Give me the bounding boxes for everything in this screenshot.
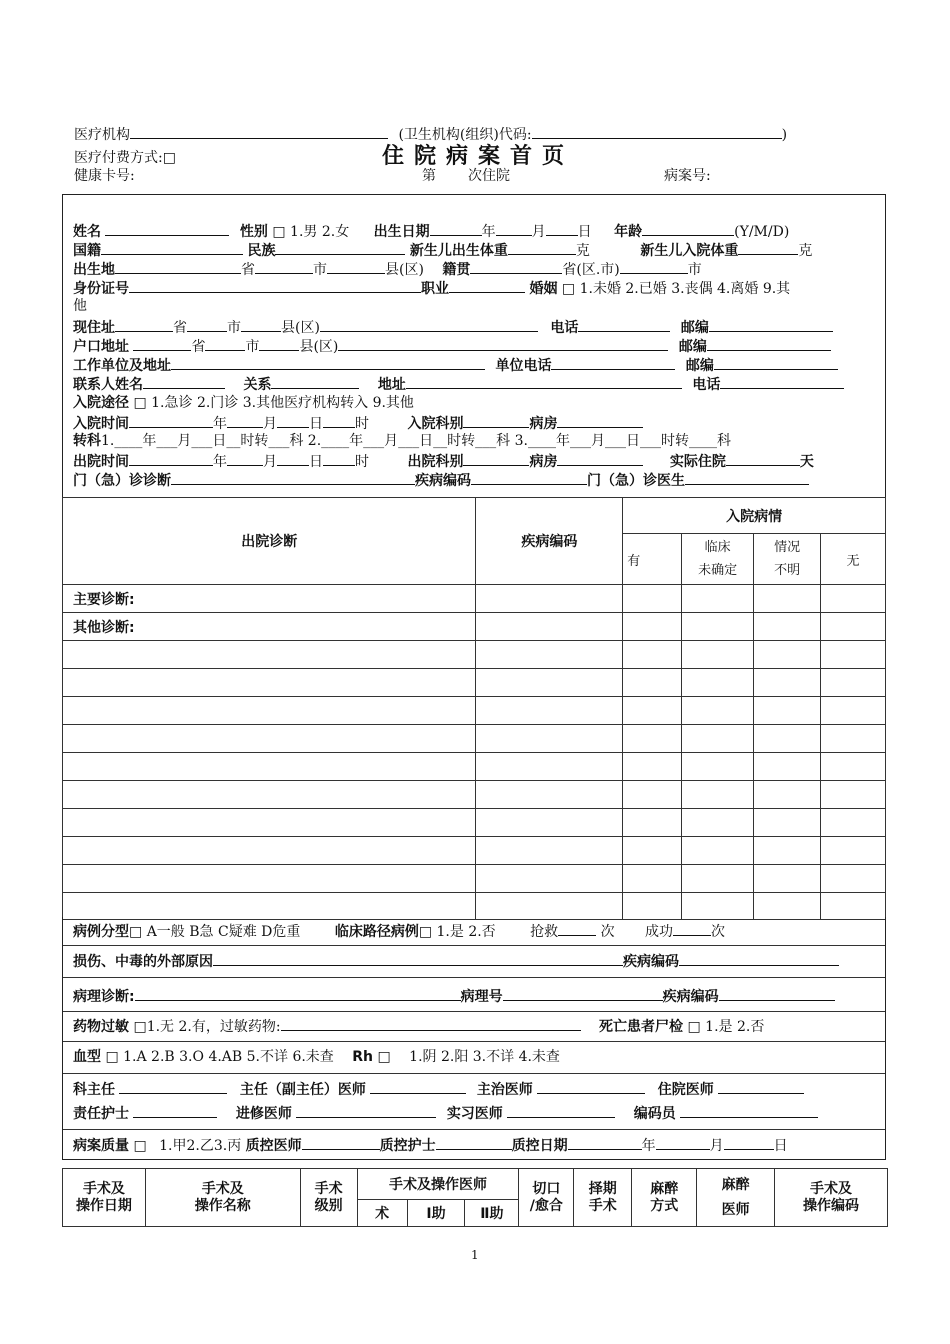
row-current-addr xyxy=(73,317,833,338)
qc-doctor-label: 质控医师 xyxy=(245,1138,302,1154)
dis-time-label: 出院时间 xyxy=(73,454,129,470)
divider xyxy=(63,1011,885,1012)
row-nationality xyxy=(73,240,812,261)
resident-label: 住院医师 xyxy=(657,1082,714,1098)
dis-dept-field[interactable] xyxy=(463,451,529,466)
health-card-label: 健康卡号: xyxy=(74,168,135,184)
col-op-level xyxy=(300,1169,357,1227)
adm-route-options: 1.急诊 2.门诊 3.其他医疗机构转入 9.其他 xyxy=(151,395,414,411)
table-row xyxy=(63,613,886,641)
pathology-no-field[interactable] xyxy=(503,986,663,1001)
cond-yes: 有 xyxy=(623,534,682,585)
col-op-name-line1: 手术及 xyxy=(201,1180,244,1197)
birth-city-field[interactable] xyxy=(255,259,313,274)
col-admission-condition: 入院病情 xyxy=(623,498,886,534)
allergy-label: 药物过敏 xyxy=(73,1019,129,1035)
rh-options: 1.阴 2.阳 3.不详 4.未查 xyxy=(409,1049,560,1065)
col-assist2: Ⅱ助 xyxy=(465,1200,519,1227)
dis-month-field[interactable] xyxy=(227,451,263,466)
nationality-label: 国籍 xyxy=(73,243,101,259)
age-unit: (Y/M/D) xyxy=(734,224,790,240)
row-op-diag xyxy=(73,470,809,491)
adm-year-field[interactable] xyxy=(129,413,213,428)
transfer-label: 转科 xyxy=(73,433,101,449)
city-unit: 市 xyxy=(313,262,327,278)
current-addr-field[interactable] xyxy=(320,317,538,332)
newborn-birth-weight-label: 新生儿出生体重 xyxy=(409,243,508,259)
table-row[interactable] xyxy=(63,697,886,725)
rh-checkbox[interactable]: □ xyxy=(377,1049,391,1065)
attending-label: 主治医师 xyxy=(476,1082,533,1098)
relation-field[interactable] xyxy=(271,374,359,389)
qc-year-field[interactable] xyxy=(568,1135,642,1150)
age-label: 年龄 xyxy=(614,224,643,240)
id-no-field[interactable] xyxy=(129,278,421,293)
row-contact xyxy=(73,374,844,395)
row-case-type xyxy=(73,921,725,942)
admission-count-suffix: 次住院 xyxy=(468,168,510,184)
dob-year-unit: 年 xyxy=(481,224,496,240)
qc-day-field[interactable] xyxy=(724,1135,774,1150)
cond-uncertain xyxy=(682,534,754,585)
row-doctors-1 xyxy=(73,1079,804,1100)
divider xyxy=(63,945,885,946)
pathology-code-field[interactable] xyxy=(719,986,835,1001)
qc-nurse-field[interactable] xyxy=(436,1135,512,1150)
current-province-field[interactable] xyxy=(115,317,173,332)
divider xyxy=(63,1073,885,1074)
nurse-field[interactable] xyxy=(133,1103,217,1118)
days-unit: 天 xyxy=(799,454,814,470)
injury-field[interactable] xyxy=(213,951,623,966)
dis-ward-field[interactable] xyxy=(557,451,643,466)
adm-route-label: 入院途径 xyxy=(73,395,129,411)
nationality-field[interactable] xyxy=(101,240,243,255)
op-diag-label: 门（急）诊诊断 xyxy=(73,473,171,489)
dob-month-field[interactable] xyxy=(496,221,532,236)
blood-label: 血型 xyxy=(73,1049,101,1065)
autopsy-options: 1.是 2.否 xyxy=(705,1019,765,1035)
col-op-code-line2: 操作编码 xyxy=(803,1197,860,1214)
col-anes-method-line1: 麻醉 xyxy=(650,1180,679,1197)
relation-label: 关系 xyxy=(243,377,272,393)
diagnosis-table xyxy=(62,497,886,920)
adm-time-label: 入院时间 xyxy=(73,416,129,432)
ethnicity-label: 民族 xyxy=(247,243,276,259)
pathology-no-label: 病理号 xyxy=(460,989,503,1005)
sex-checkbox[interactable]: □ xyxy=(272,224,286,240)
case-type-checkbox[interactable]: □ xyxy=(129,924,143,940)
row-pathology xyxy=(73,986,835,1007)
row-adm-route xyxy=(73,394,414,413)
col-surgeon: 术 xyxy=(357,1200,407,1227)
intern-label: 实习医师 xyxy=(446,1106,503,1122)
visiting-label: 进修医师 xyxy=(235,1106,292,1122)
county-unit: 县(区) xyxy=(385,262,424,278)
row-dis-time xyxy=(73,451,814,472)
sex-label: 性别 xyxy=(239,224,268,240)
op-diag-field[interactable] xyxy=(171,470,415,485)
hukou-postcode-field[interactable] xyxy=(707,336,831,351)
admission-count-prefix: 第 xyxy=(422,168,436,184)
row-id xyxy=(73,278,790,299)
page-title: 住院病案首页 xyxy=(382,143,575,169)
current-postcode-field[interactable] xyxy=(709,317,833,332)
hukou-city-unit: 市 xyxy=(245,339,260,355)
pathology-code-label: 疾病编码 xyxy=(662,989,719,1005)
province-unit: 省 xyxy=(241,262,255,278)
table-row[interactable] xyxy=(63,837,886,865)
col-anes-method xyxy=(632,1169,697,1227)
col-anes-method-line2: 方式 xyxy=(650,1197,679,1214)
birth-county-field[interactable] xyxy=(327,259,385,274)
dob-day-unit: 日 xyxy=(577,224,592,240)
hukou-province-unit: 省 xyxy=(191,339,206,355)
col-elective-line2: 手术 xyxy=(588,1197,617,1214)
col-anes-doctor xyxy=(697,1169,775,1227)
dob-year-field[interactable] xyxy=(430,221,482,236)
col-elective-line1: 择期 xyxy=(588,1180,617,1197)
row-hukou-addr xyxy=(73,336,831,357)
divider xyxy=(63,977,885,978)
work-postcode-label: 邮编 xyxy=(685,358,714,374)
row-birthplace xyxy=(73,259,702,280)
col-anes-doc-line2: 医师 xyxy=(721,1201,750,1218)
occupation-label: 职业 xyxy=(421,281,449,297)
allergy-options: 1.无 2.有，过敏药物: xyxy=(146,1019,281,1035)
work-postcode-field[interactable] xyxy=(714,355,838,370)
marriage-checkbox[interactable]: □ xyxy=(561,281,576,297)
qc-nurse-label: 质控护士 xyxy=(379,1138,436,1154)
quality-options: 1.甲2.乙3.丙 xyxy=(159,1138,242,1154)
nurse-label: 责任护士 xyxy=(73,1106,129,1122)
actual-stay-field[interactable] xyxy=(726,451,800,466)
table-row[interactable] xyxy=(63,669,886,697)
org-code-label: (卫生机构(组织)代码: xyxy=(398,127,532,143)
work-phone-label: 单位电话 xyxy=(495,358,552,374)
allergy-drug-field[interactable] xyxy=(281,1016,581,1031)
col-op-date xyxy=(63,1169,146,1227)
gram-unit-1: 克 xyxy=(575,243,590,259)
current-county-field[interactable] xyxy=(241,317,281,332)
hukou-county-field[interactable] xyxy=(259,336,299,351)
native-province-field[interactable] xyxy=(470,259,562,274)
table-row[interactable] xyxy=(63,781,886,809)
row-adm-time xyxy=(73,413,643,434)
col-op-name-line2: 操作名称 xyxy=(194,1197,251,1214)
adm-ward-field[interactable] xyxy=(557,413,643,428)
contact-name-label: 联系人姓名 xyxy=(73,377,143,393)
marriage-label: 婚姻 xyxy=(529,281,558,297)
qc-doctor-field[interactable] xyxy=(302,1135,380,1150)
province-city-unit: 省(区.市) xyxy=(562,262,620,278)
op-doctor-label: 门（急）诊医生 xyxy=(587,473,685,489)
basic-info-section xyxy=(62,194,886,498)
adm-route-checkbox[interactable]: □ xyxy=(133,395,147,411)
intern-field[interactable] xyxy=(507,1103,615,1118)
qc-year-unit: 年 xyxy=(641,1138,656,1154)
org-code-close: ) xyxy=(781,127,788,143)
cond-uncertain-line2: 未确定 xyxy=(698,563,738,578)
main-diagnosis-label: 主要诊断: xyxy=(63,585,476,613)
allergy-checkbox[interactable]: □ xyxy=(133,1019,147,1035)
row-name xyxy=(73,221,789,242)
native-city-field[interactable] xyxy=(620,259,688,274)
current-phone-field[interactable] xyxy=(578,317,670,332)
hukou-county-unit: 县(区) xyxy=(299,339,339,355)
sex-options: 1.男 2.女 xyxy=(290,224,350,240)
blood-options: 1.A 2.B 3.O 4.AB 5.不详 6.未查 xyxy=(123,1049,334,1065)
dis-dept-label: 出院科别 xyxy=(407,454,464,470)
current-county-unit: 县(区) xyxy=(281,320,320,336)
case-type-label: 病例分型 xyxy=(73,924,129,940)
native-place-label: 籍贯 xyxy=(442,262,471,278)
dob-label: 出生日期 xyxy=(373,224,430,240)
hukou-addr-label: 户口地址 xyxy=(73,339,129,355)
row-quality xyxy=(73,1135,788,1156)
age-field[interactable] xyxy=(642,221,734,236)
dob-day-field[interactable] xyxy=(546,221,578,236)
coder-field[interactable] xyxy=(680,1103,818,1118)
occupation-field[interactable] xyxy=(449,278,525,293)
col-assist1: Ⅰ助 xyxy=(407,1200,465,1227)
id-no-label: 身份证号 xyxy=(73,281,129,297)
payment-row xyxy=(74,147,176,167)
op-doctor-field[interactable] xyxy=(685,470,809,485)
attending-field[interactable] xyxy=(537,1079,645,1094)
visiting-field[interactable] xyxy=(296,1103,436,1118)
newborn-adm-weight-field[interactable] xyxy=(738,240,798,255)
row-doctors-2 xyxy=(73,1103,818,1124)
case-type-options: A一般 B急 C疑难 D危重 xyxy=(146,924,301,940)
work-addr-label: 工作单位及地址 xyxy=(73,358,171,374)
dis-ward-label: 病房 xyxy=(529,454,558,470)
op-code-field[interactable] xyxy=(471,470,587,485)
chief-doc-field[interactable] xyxy=(370,1079,466,1094)
institution-field[interactable] xyxy=(130,124,388,139)
newborn-adm-weight-label: 新生儿入院体重 xyxy=(640,243,739,259)
work-addr-field[interactable] xyxy=(171,355,485,370)
table-row[interactable] xyxy=(63,809,886,837)
col-discharge-diagnosis: 出院诊断 xyxy=(63,498,476,585)
admission-count xyxy=(422,165,510,185)
col-op-level-line2: 级别 xyxy=(314,1197,343,1214)
adm-month-field[interactable] xyxy=(227,413,263,428)
payment-checkbox[interactable]: □ xyxy=(162,150,176,166)
adm-ward-label: 病房 xyxy=(529,416,558,432)
dept-head-label: 科主任 xyxy=(73,1082,115,1098)
work-phone-field[interactable] xyxy=(551,355,675,370)
table-row[interactable] xyxy=(63,725,886,753)
row-transfer xyxy=(73,432,731,451)
cond-no: 无 xyxy=(821,534,886,585)
marriage-options: 1.未婚 2.已婚 3.丧偶 4.离婚 9.其 xyxy=(579,281,791,297)
current-city-unit: 市 xyxy=(227,320,241,336)
op-code-label: 疾病编码 xyxy=(415,473,471,489)
qc-date-label: 质控日期 xyxy=(511,1138,568,1154)
success-field[interactable] xyxy=(673,921,711,936)
pathway-options: 1.是 2.否 xyxy=(436,924,496,940)
dis-day-unit: 日 xyxy=(309,454,323,470)
hukou-city-field[interactable] xyxy=(205,336,245,351)
adm-hour-field[interactable] xyxy=(323,413,355,428)
col-op-date-line2: 操作日期 xyxy=(75,1197,132,1214)
rescue-times-unit: 次 xyxy=(600,924,615,940)
divider xyxy=(63,1129,885,1130)
cond-unknown-line1: 情况 xyxy=(774,540,801,555)
current-city-field[interactable] xyxy=(187,317,227,332)
contact-addr-field[interactable] xyxy=(406,374,682,389)
row-blood xyxy=(73,1048,560,1067)
adm-dept-field[interactable] xyxy=(463,413,529,428)
table-row xyxy=(63,585,886,613)
institution-label: 医疗机构 xyxy=(74,127,130,143)
success-times-unit: 次 xyxy=(711,924,726,940)
pathology-label: 病理诊断: xyxy=(73,989,135,1005)
autopsy-checkbox[interactable]: □ xyxy=(687,1019,701,1035)
cond-uncertain-line1: 临床 xyxy=(704,540,731,555)
success-label: 成功 xyxy=(645,924,674,940)
hukou-postcode-label: 邮编 xyxy=(678,339,707,355)
other-diagnosis-label: 其他诊断: xyxy=(63,613,476,641)
col-op-level-line1: 手术 xyxy=(314,1180,343,1197)
dis-hour-field[interactable] xyxy=(323,451,355,466)
adm-day-field[interactable] xyxy=(277,413,309,428)
pathway-checkbox[interactable]: □ xyxy=(418,924,433,940)
autopsy-label: 死亡患者尸检 xyxy=(599,1019,684,1035)
col-incision-line1: 切口 xyxy=(532,1180,561,1197)
rescue-label: 抢救 xyxy=(530,924,559,940)
transfer-fields[interactable]: 1.____年___月___日__时转___科 2.____年___月___日__时转___科 3.____年___月___日___时转____科 xyxy=(101,433,731,449)
rescue-field[interactable] xyxy=(558,921,596,936)
hukou-addr-field[interactable] xyxy=(338,336,668,351)
dis-year-unit: 年 xyxy=(213,454,227,470)
col-incision xyxy=(519,1169,574,1227)
name-field[interactable] xyxy=(105,221,229,236)
dob-month-unit: 月 xyxy=(531,224,546,240)
injury-label: 损伤、中毒的外部原因 xyxy=(73,954,213,970)
col-anes-doc-line1: 麻醉 xyxy=(721,1176,750,1193)
name-label: 姓名 xyxy=(73,224,101,240)
record-no-label: 病案号: xyxy=(664,168,711,184)
quality-label: 病案质量 xyxy=(73,1138,129,1154)
hukou-province-field[interactable] xyxy=(133,336,191,351)
row-work xyxy=(73,355,838,376)
contact-phone-label: 电话 xyxy=(692,377,721,393)
row-injury xyxy=(73,951,839,972)
adm-hour-unit: 时 xyxy=(355,416,369,432)
ethnicity-field[interactable] xyxy=(275,240,405,255)
cond-unknown xyxy=(754,534,821,585)
adm-dept-label: 入院科别 xyxy=(407,416,464,432)
qc-day-unit: 日 xyxy=(773,1138,788,1154)
payment-label: 医疗付费方式: xyxy=(74,150,163,166)
table-row[interactable] xyxy=(63,865,886,893)
blood-checkbox[interactable]: □ xyxy=(105,1049,119,1065)
dis-year-field[interactable] xyxy=(129,451,213,466)
col-op-code-line1: 手术及 xyxy=(810,1180,853,1197)
col-op-date-line1: 手术及 xyxy=(82,1180,125,1197)
col-op-code xyxy=(775,1169,888,1227)
rh-label: Rh xyxy=(352,1049,374,1065)
org-code-field[interactable] xyxy=(532,124,782,139)
coder-label: 编码员 xyxy=(633,1106,676,1122)
dept-head-field[interactable] xyxy=(119,1079,227,1094)
table-row[interactable] xyxy=(63,641,886,669)
quality-checkbox[interactable]: □ xyxy=(133,1138,147,1154)
native-city-unit: 市 xyxy=(687,262,702,278)
contact-name-field[interactable] xyxy=(143,374,225,389)
injury-code-label: 疾病编码 xyxy=(623,954,679,970)
resident-field[interactable] xyxy=(718,1079,804,1094)
surgery-table xyxy=(62,1168,888,1227)
contact-phone-field[interactable] xyxy=(720,374,844,389)
row-allergy xyxy=(73,1016,764,1037)
cond-unknown-line2: 不明 xyxy=(774,563,801,578)
dis-day-field[interactable] xyxy=(277,451,309,466)
col-op-name xyxy=(145,1169,300,1227)
qc-month-field[interactable] xyxy=(656,1135,710,1150)
col-disease-code: 疾病编码 xyxy=(476,498,623,585)
pathology-field[interactable] xyxy=(135,986,461,1001)
col-elective xyxy=(574,1169,632,1227)
contact-addr-label: 地址 xyxy=(377,377,406,393)
birthplace-label: 出生地 xyxy=(73,262,115,278)
adm-day-unit: 日 xyxy=(309,416,323,432)
gram-unit-2: 克 xyxy=(798,243,813,259)
newborn-birth-weight-field[interactable] xyxy=(508,240,576,255)
chief-doc-label: 主任（副主任）医师 xyxy=(239,1082,366,1098)
col-surgeons: 手术及操作医师 xyxy=(357,1169,519,1200)
birth-province-field[interactable] xyxy=(115,259,241,274)
marriage-options-cont: 他 xyxy=(73,298,87,314)
actual-stay-label: 实际住院 xyxy=(669,454,726,470)
col-incision-line2: /愈合 xyxy=(529,1197,563,1214)
current-addr-label: 现住址 xyxy=(73,320,115,336)
dis-hour-unit: 时 xyxy=(355,454,369,470)
pathway-label: 临床路径病例 xyxy=(334,924,419,940)
current-postcode-label: 邮编 xyxy=(680,320,709,336)
current-province-unit: 省 xyxy=(173,320,187,336)
adm-month-unit: 月 xyxy=(263,416,277,432)
current-phone-label: 电话 xyxy=(550,320,579,336)
page-number: 1 xyxy=(471,1248,479,1262)
injury-code-field[interactable] xyxy=(679,951,839,966)
table-row[interactable] xyxy=(63,893,886,920)
lower-section xyxy=(62,917,886,1160)
qc-month-unit: 月 xyxy=(709,1138,724,1154)
table-row[interactable] xyxy=(63,753,886,781)
divider xyxy=(63,1041,885,1042)
dis-month-unit: 月 xyxy=(263,454,277,470)
adm-year-unit: 年 xyxy=(213,416,227,432)
